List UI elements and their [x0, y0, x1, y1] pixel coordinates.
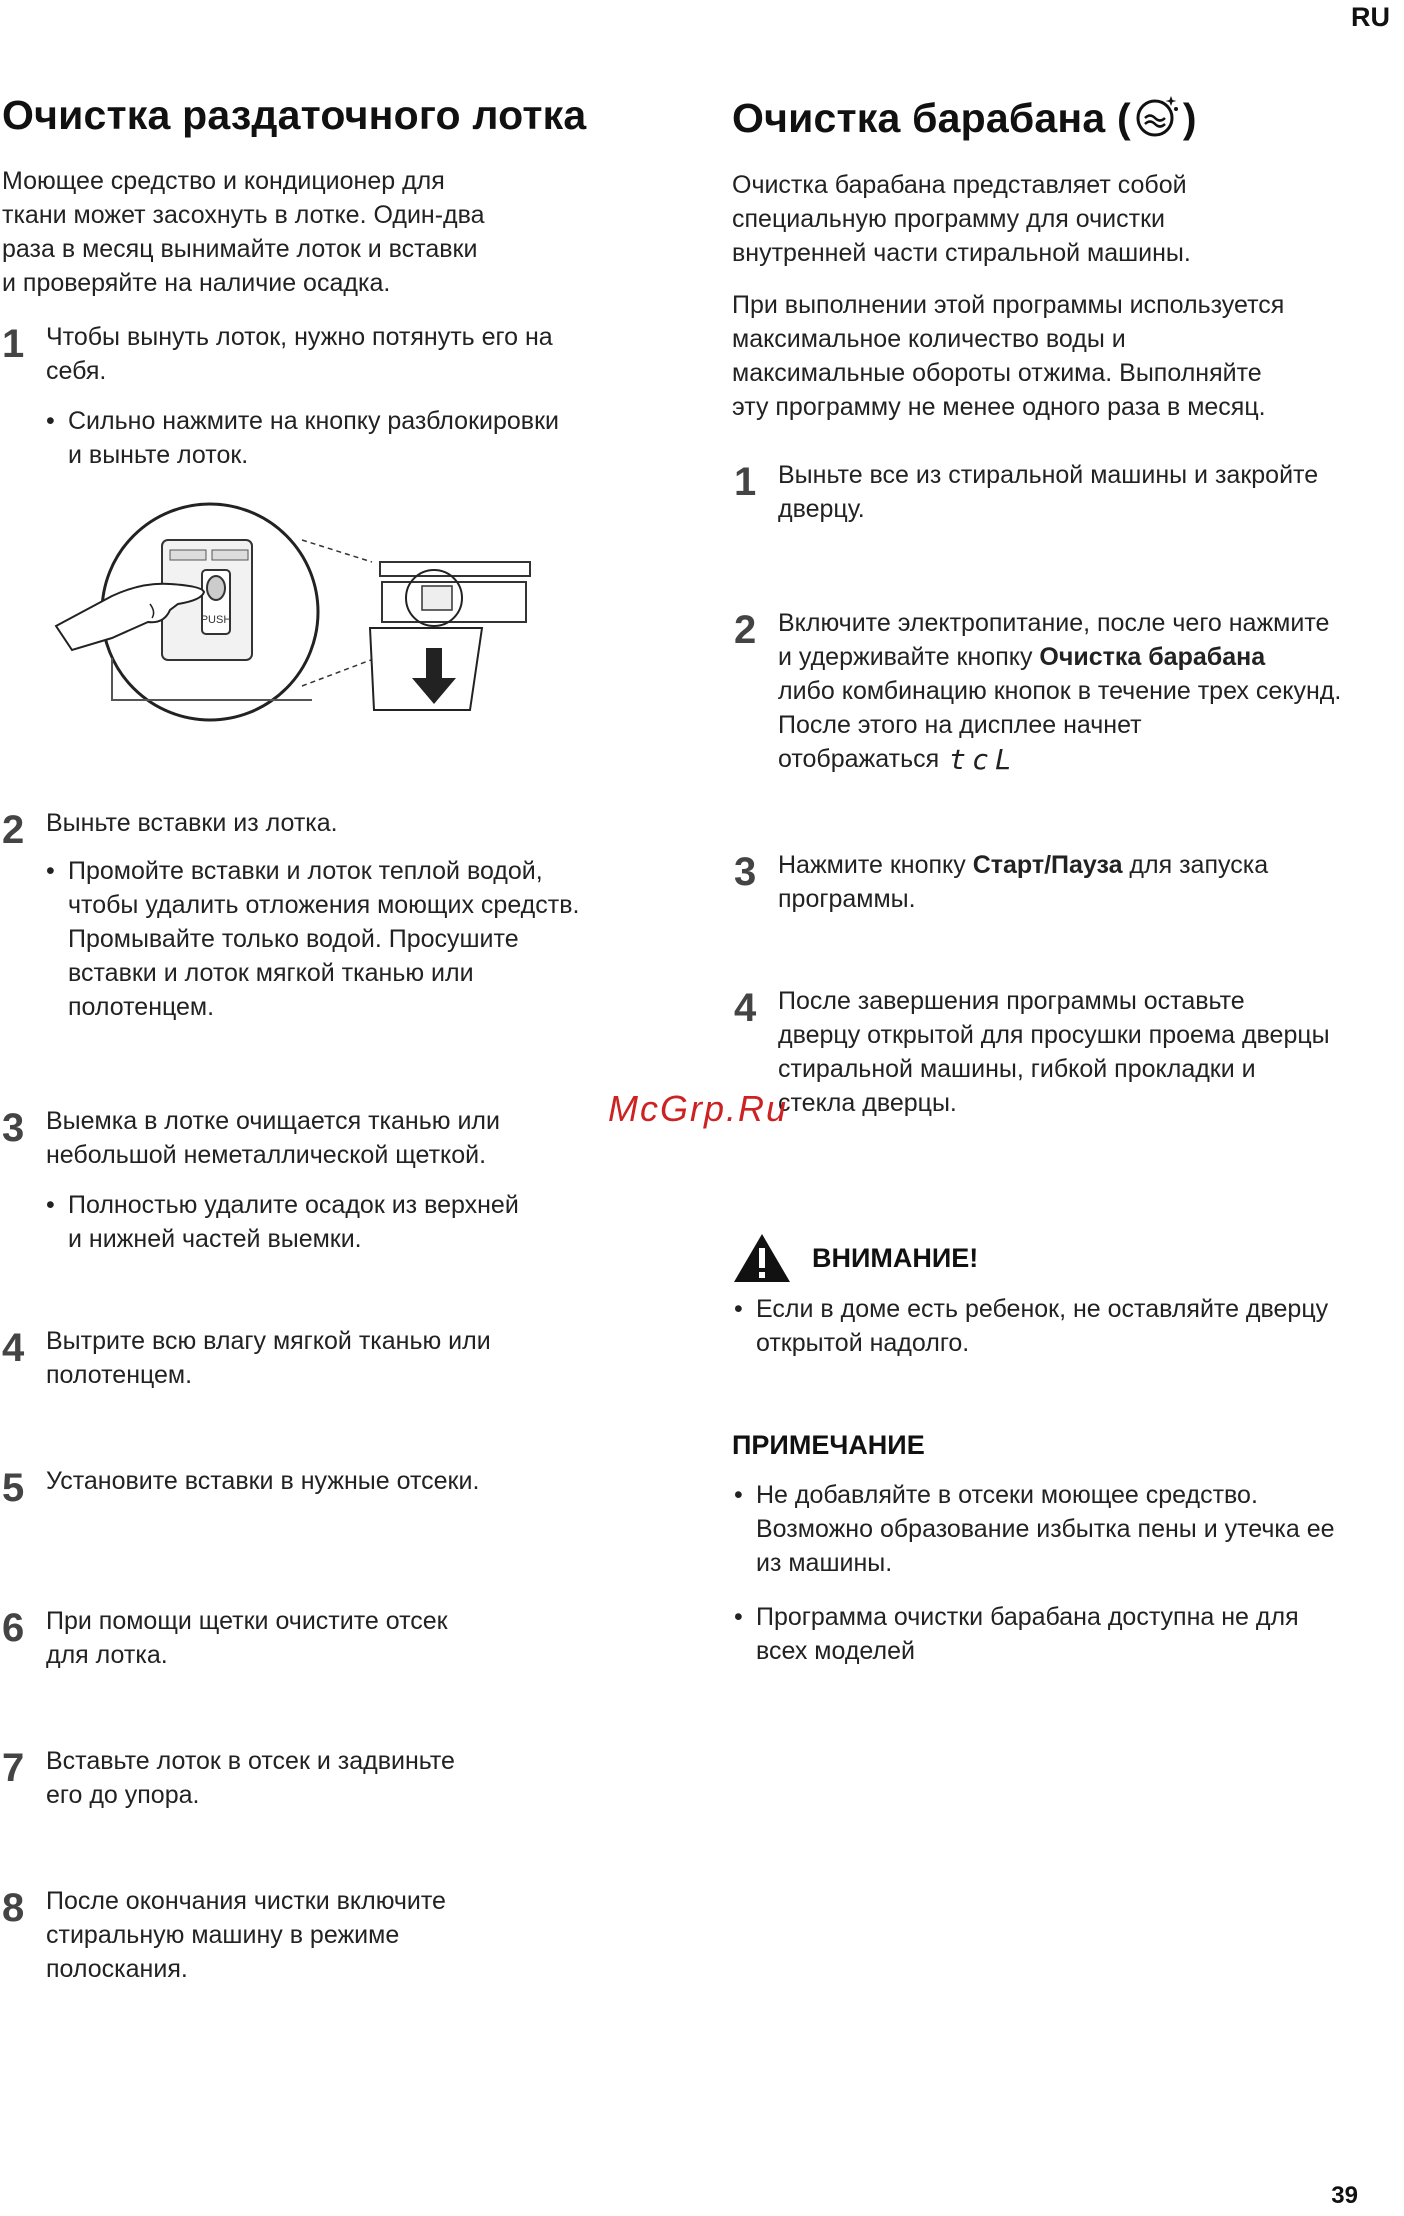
left-step-3-bullet: • Полностью удалите осадок из верхней и нижней частей выемки.: [46, 1191, 519, 1253]
display-tcl-readout: tcL: [949, 743, 1018, 777]
left-step-1-bullet: • Сильно нажмите на кнопку разблокировки и выньте лоток.: [46, 407, 559, 469]
note-title: ПРИМЕЧАНИЕ: [732, 1430, 925, 1460]
warning-bullet: • Если в доме есть ребенок, не оставляйте дверцу открытой надолго.: [734, 1295, 1329, 1357]
warning-icon: [732, 1232, 792, 1284]
page-number: 39: [1331, 2182, 1358, 2209]
warning-title: ВНИМАНИЕ!: [812, 1243, 979, 1273]
drum-clean-icon: [1133, 92, 1181, 140]
push-label: PUSH: [200, 614, 232, 626]
language-label: RU: [1351, 2, 1390, 32]
right-para-2: При выполнении этой программы используется максимальное количество воды и максимальные обороты отжима. Выполняйте эту программу не менее одного раза в месяц.: [732, 291, 1285, 421]
note-bullet-1: • Не добавляйте в отсеки моющее средство. Возможно образование избытка пены и утечка ее из машины.: [734, 1481, 1335, 1577]
right-title: Очистка барабана ( ): [732, 92, 1197, 142]
left-title: Очистка раздаточного лотка: [2, 92, 587, 138]
watermark: McGrp.Ru: [608, 1088, 789, 1129]
dispenser-push-illustration: [52, 500, 542, 730]
right-para-1: Очистка барабана представляет собой специальную программу для очистки внутренней части стиральной машины.: [732, 171, 1191, 267]
note-bullet-2: • Программа очистки барабана доступна не для всех моделей: [734, 1603, 1299, 1665]
left-step-2-bullet: • Промойте вставки и лоток теплой водой, чтобы удалить отложения моющих средств. Промывайте только водой. Просушите вставки и лоток мягкой тканью или полотенцем.: [46, 857, 580, 1021]
left-intro: Моющее средство и кондиционер для ткани может засохнуть в лотке. Один-два раза в месяц вынимайте лоток и вставки и проверяйте на наличие осадка.: [2, 167, 485, 297]
